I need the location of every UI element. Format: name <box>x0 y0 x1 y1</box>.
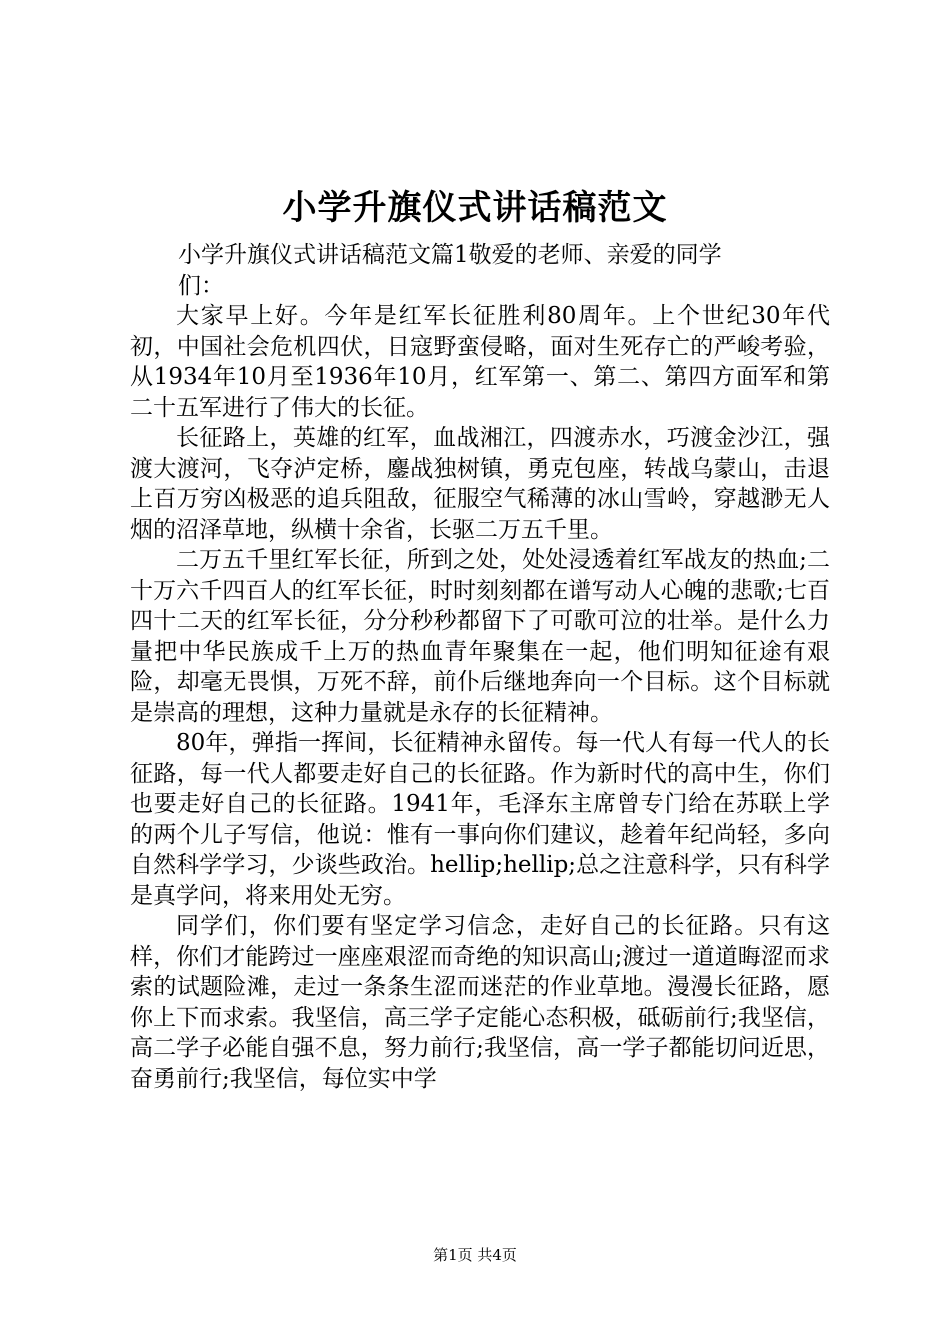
page-footer: 第1页 共4页 <box>433 1246 517 1264</box>
paragraph-3: 长征路上，英雄的红军，血战湘江，四渡赤水，巧渡金沙江，强渡大渡河，飞夺泸定桥，鏖战独树镇，勇克包座，转战乌蒙山，击退上百万穷凶极恶的追兵阻敌，征服空气稀薄的冰山雪岭，穿越渺无人烟的沼泽草地，纵横十余省，长驱二万五千里。 <box>130 425 830 543</box>
paragraph-2: 大家早上好。今年是红军长征胜利80周年。上个世纪30年代初，中国社会危机四伏，日寇野蛮侵略，面对生死存亡的严峻考验，从1934年10月至1936年10月，红军第一、第二、第四方面军和第二十五军进行了伟大的长征。 <box>130 303 830 421</box>
document-title: 小学升旗仪式讲话稿范文 <box>282 188 668 228</box>
paragraph-4: 二万五千里红军长征，所到之处，处处浸透着红军战友的热血;二十万六千四百人的红军长征，时时刻刻都在谱写动人心魄的悲歌;七百四十二天的红军长征，分分秒秒都留下了可歌可泣的壮举。是什么力量把中华民族成千上万的热血青年聚集在一起，他们明知征途有艰险，却毫无畏惧，万死不辞，前仆后继地奔向一个目标。这个目标就是崇高的理想，这种力量就是永存的长征精神。 <box>130 547 830 726</box>
paragraph-5: 80年，弹指一挥间，长征精神永留传。每一代人有每一代人的长征路，每一代人都要走好自己的长征路。作为新时代的高中生，你们也要走好自己的长征路。1941年，毛泽东主席曾专门给在苏联上学的两个儿子写信，他说：惟有一事向你们建议，趁着年纪尚轻，多向自然科学学习，少谈些政治。hellip;hellip;总之注意科学，只有科学是真学问，将来用处无穷。 <box>130 730 830 909</box>
document-body <box>130 240 830 1094</box>
paragraph-1: 小学升旗仪式讲话稿范文篇1敬爱的老师、亲爱的同学们： <box>178 242 722 299</box>
paragraph-6: 同学们，你们要有坚定学习信念，走好自己的长征路。只有这样，你们才能跨过一座座艰涩而奇绝的知识高山;渡过一道道晦涩而求索的试题险滩，走过一条条生涩而迷茫的作业草地。漫漫长征路，愿你上下而求索。我坚信，高三学子定能心态积极，砥砺前行;我坚信，高二学子必能自强不息，努力前行;我坚信，高一学子都能切问近思，奋勇前行;我坚信，每位实中学 <box>130 913 830 1092</box>
